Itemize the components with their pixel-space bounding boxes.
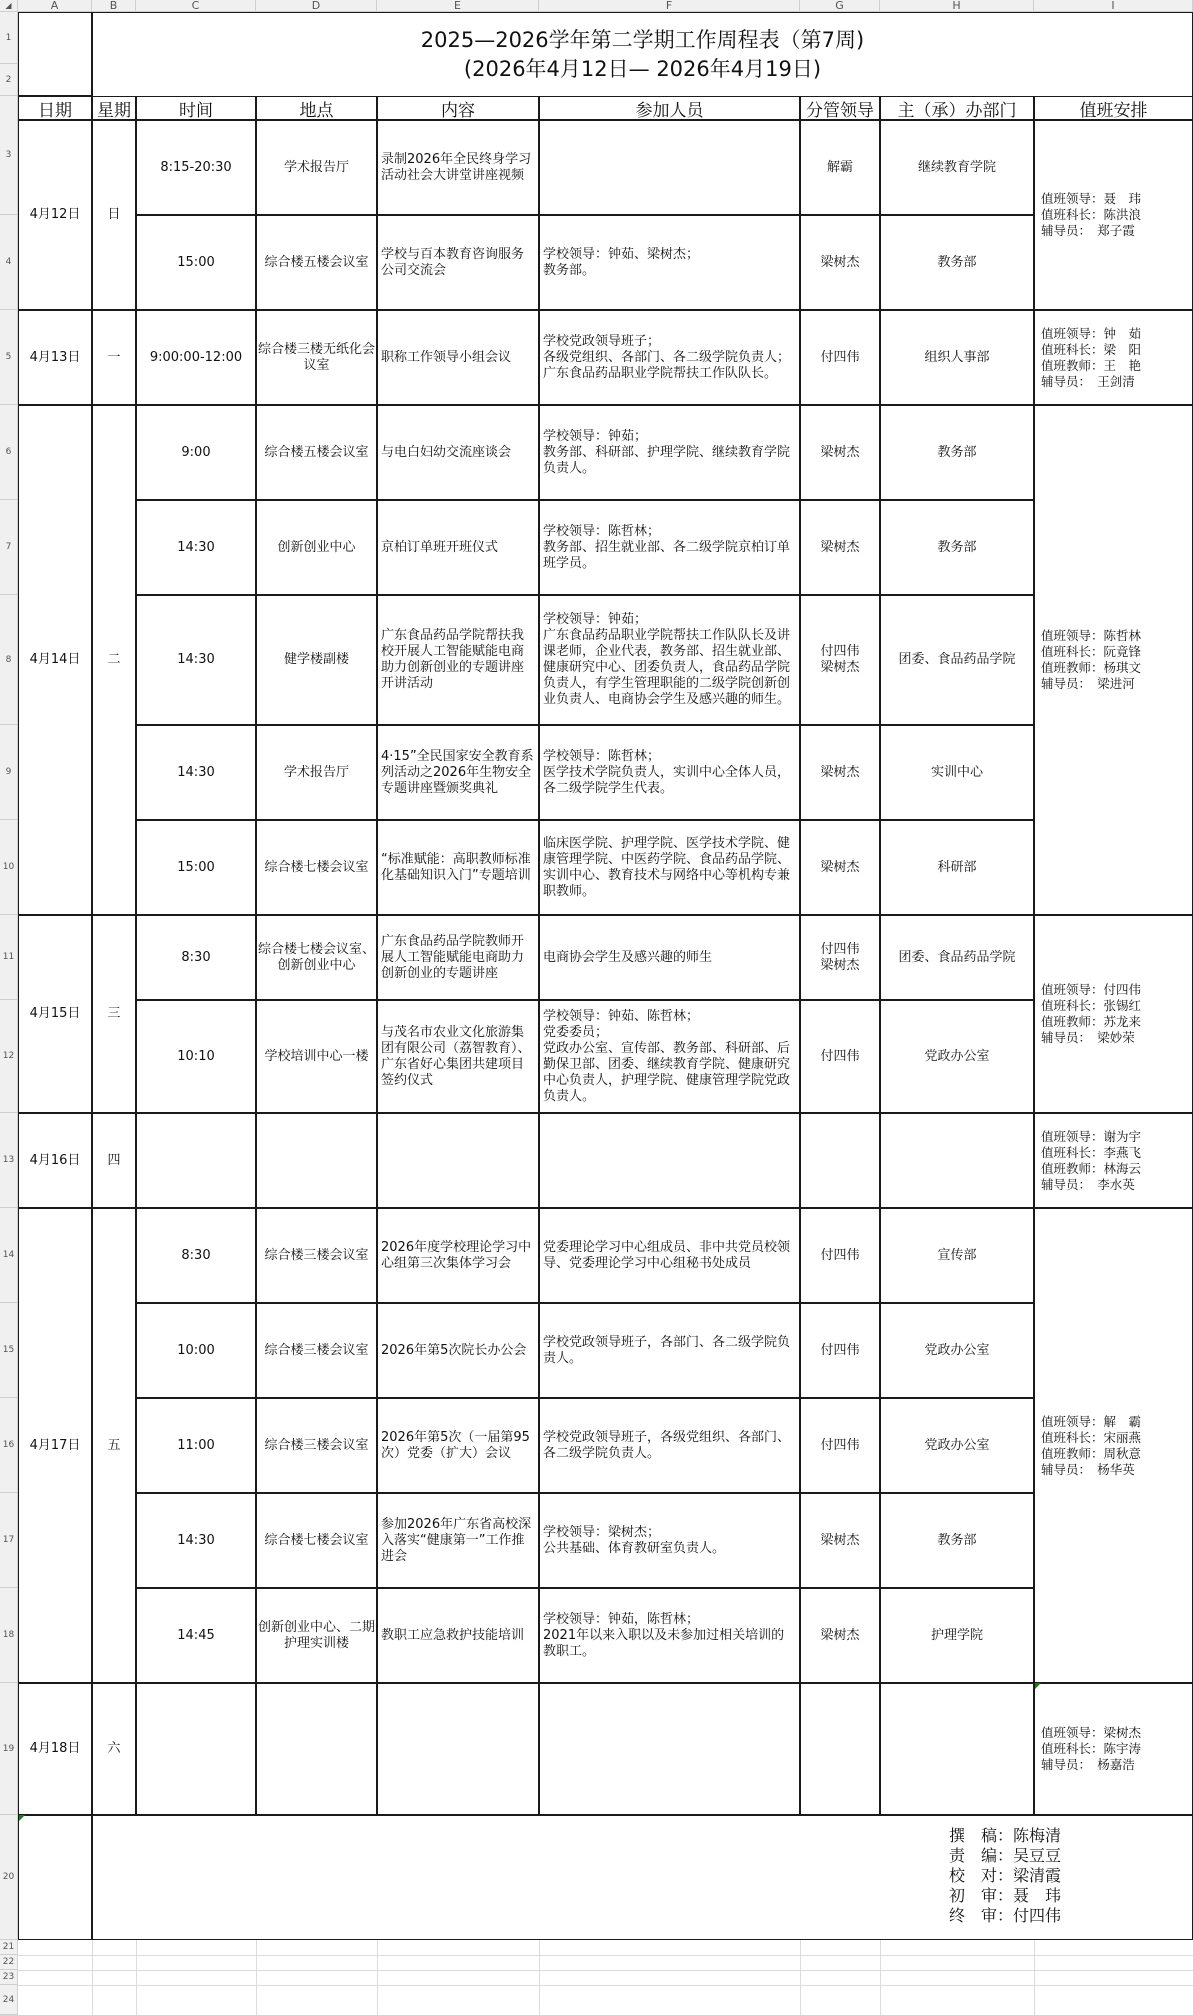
- duty-arrangement: 值班领导：付四伟 值班科长：张锡红 值班教师：苏龙来 辅导员： 梁妙荣: [1034, 915, 1193, 1113]
- event-dept: 团委、食品药品学院: [880, 595, 1034, 725]
- row-header[interactable]: 12: [0, 1000, 18, 1113]
- empty-cell[interactable]: [800, 1683, 880, 1815]
- event-leader: 梁树杰: [800, 820, 880, 915]
- event-place: 综合楼七楼会议室: [256, 820, 377, 915]
- event-leader: 梁树杰: [800, 1588, 880, 1683]
- duty-arrangement: 值班领导：聂 玮 值班科长：陈洪浪 辅导员： 郑子霞: [1034, 120, 1193, 310]
- event-content: 参加2026年广东省高校深入落实“健康第一”工作推进会: [377, 1493, 539, 1588]
- event-content: 京柏订单班开班仪式: [377, 500, 539, 595]
- signoff-block: [92, 1815, 1193, 1940]
- day-date: 4月18日: [18, 1683, 92, 1815]
- event-content: 录制2026年全民终身学习活动社会大讲堂讲座视频: [377, 120, 539, 215]
- event-time: 15:00: [136, 215, 256, 310]
- event-leader: 付四伟: [800, 1208, 880, 1303]
- column-header[interactable]: G: [800, 0, 880, 12]
- row-header[interactable]: 20: [0, 1815, 18, 1940]
- column-header[interactable]: D: [256, 0, 377, 12]
- empty-cell[interactable]: [539, 1683, 800, 1815]
- event-place: 综合楼三楼会议室: [256, 1208, 377, 1303]
- day-date: 4月14日: [18, 405, 92, 915]
- event-leader: 付四伟: [800, 310, 880, 405]
- event-people: 学校领导：钟茹，陈哲林； 2021年以来入职以及未参加过相关培训的教职工。: [539, 1588, 800, 1683]
- gridline: [539, 1940, 540, 2015]
- event-time: 14:30: [136, 725, 256, 820]
- gridline: [880, 1940, 881, 2015]
- event-dept: 党政办公室: [880, 1398, 1034, 1493]
- row-header[interactable]: 4: [0, 215, 18, 310]
- gridline: [800, 1940, 801, 2015]
- event-time: 14:30: [136, 500, 256, 595]
- event-people: 学校领导：陈哲林； 医学技术学院负责人，实训中心全体人员，各二级学院学生代表。: [539, 725, 800, 820]
- row-header[interactable]: 16: [0, 1398, 18, 1493]
- event-content: 广东食品药品学院帮扶我校开展人工智能赋能电商助力创新创业的专题讲座开讲活动: [377, 595, 539, 725]
- duty-arrangement: 值班领导：梁树杰 值班科长：陈宇涛 辅导员： 杨嘉浩: [1034, 1683, 1193, 1815]
- day-weekday: 五: [92, 1208, 136, 1683]
- empty-cell[interactable]: [136, 1113, 256, 1208]
- row-header[interactable]: 1: [0, 12, 18, 64]
- gridline: [92, 1940, 93, 2015]
- event-time: 9:00: [136, 405, 256, 500]
- row-header[interactable]: 9: [0, 725, 18, 820]
- row-header[interactable]: 10: [0, 820, 18, 915]
- event-people: 学校领导：钟茹、梁树杰； 教务部。: [539, 215, 800, 310]
- event-leader: 付四伟: [800, 1000, 880, 1113]
- column-header[interactable]: B: [92, 0, 136, 12]
- event-dept: 继续教育学院: [880, 120, 1034, 215]
- gridline: [18, 1985, 1193, 1986]
- row-header[interactable]: 5: [0, 310, 18, 405]
- event-place: 综合楼三楼无纸化会议室: [256, 310, 377, 405]
- row-header[interactable]: 18: [0, 1588, 18, 1683]
- event-time: 14:30: [136, 595, 256, 725]
- empty-cell[interactable]: [136, 1683, 256, 1815]
- gridline: [377, 1940, 378, 2015]
- event-place: 学术报告厅: [256, 725, 377, 820]
- day-weekday: 日: [92, 120, 136, 310]
- day-date: 4月15日: [18, 915, 92, 1113]
- event-place: 综合楼三楼会议室: [256, 1398, 377, 1493]
- row-header[interactable]: 7: [0, 500, 18, 595]
- event-dept: 党政办公室: [880, 1303, 1034, 1398]
- event-content: 广东食品药品学院教师开展人工智能赋能电商助力创新创业的专题讲座: [377, 915, 539, 1000]
- day-date: 4月12日: [18, 120, 92, 310]
- row-header[interactable]: 13: [0, 1113, 18, 1208]
- event-dept: 党政办公室: [880, 1000, 1034, 1113]
- event-time: 9:00:00-12:00: [136, 310, 256, 405]
- event-people: 学校领导：陈哲林； 教务部、招生就业部、各二级学院京柏订单班学员。: [539, 500, 800, 595]
- header-cell: 日期: [18, 96, 92, 120]
- event-leader: 梁树杰: [800, 1493, 880, 1588]
- row-header[interactable]: 11: [0, 915, 18, 1000]
- event-place: 综合楼五楼会议室: [256, 215, 377, 310]
- duty-arrangement: 值班领导：解 霸 值班科长：宋丽燕 值班教师：周秋意 辅导员： 杨华英: [1034, 1208, 1193, 1683]
- event-time: 8:30: [136, 1208, 256, 1303]
- gridline: [136, 1940, 137, 2015]
- signoff-line: 终 审：付四伟: [949, 1906, 1062, 1925]
- event-content: 教职工应急救护技能培训: [377, 1588, 539, 1683]
- event-time: 8:30: [136, 915, 256, 1000]
- event-dept: 教务部: [880, 405, 1034, 500]
- day-weekday: 二: [92, 405, 136, 915]
- event-dept: 团委、食品药品学院: [880, 915, 1034, 1000]
- row-header[interactable]: 2: [0, 64, 18, 96]
- row-header[interactable]: 19: [0, 1683, 18, 1815]
- row-header[interactable]: 22: [0, 1955, 18, 1970]
- event-people: [539, 120, 800, 215]
- event-place: 综合楼七楼会议室、创新创业中心: [256, 915, 377, 1000]
- select-all-corner[interactable]: ◢: [0, 0, 18, 12]
- event-time: 14:45: [136, 1588, 256, 1683]
- event-place: 创新创业中心: [256, 500, 377, 595]
- empty-cell[interactable]: [800, 1113, 880, 1208]
- event-leader: 付四伟 梁树杰: [800, 595, 880, 725]
- event-people: 学校领导：钟茹、陈哲林； 党委委员； 党政办公室、宣传部、教务部、科研部、后勤保卫部、团委、继续教育学院、健康研究中心负责人，护理学院、健康管理学院党政负责人。: [539, 1000, 800, 1113]
- header-cell: 地点: [256, 96, 377, 120]
- column-header[interactable]: I: [1034, 0, 1193, 12]
- row-header[interactable]: 24: [0, 1985, 18, 2015]
- signoff-line: 责 编：吴豆豆: [949, 1846, 1062, 1865]
- sheet-title: 2025—2026学年第二学期工作周程表（第7周) (2026年4月12日— 2026年4月19日): [92, 12, 1193, 96]
- event-content: 与茂名市农业文化旅游集团有限公司（荔智教育）、广东省好心集团共建项目签约仪式: [377, 1000, 539, 1113]
- day-weekday: 四: [92, 1113, 136, 1208]
- header-cell: 时间: [136, 96, 256, 120]
- header-cell: 分管领导: [800, 96, 880, 120]
- event-dept: 组织人事部: [880, 310, 1034, 405]
- event-time: 10:00: [136, 1303, 256, 1398]
- event-leader: 梁树杰: [800, 405, 880, 500]
- event-leader: 付四伟 梁树杰: [800, 915, 880, 1000]
- header-cell: 值班安排: [1034, 96, 1193, 120]
- day-date: 4月13日: [18, 310, 92, 405]
- day-date: 4月16日: [18, 1113, 92, 1208]
- event-content: 2026年第5次（一届第95次）党委（扩大）会议: [377, 1398, 539, 1493]
- event-dept: 实训中心: [880, 725, 1034, 820]
- event-people: 党委理论学习中心组成员、非中共党员校领导、党委理论学习中心组秘书处成员: [539, 1208, 800, 1303]
- cell-a1[interactable]: [18, 12, 92, 96]
- event-dept: 教务部: [880, 1493, 1034, 1588]
- empty-cell[interactable]: [880, 1683, 1034, 1815]
- event-leader: 付四伟: [800, 1303, 880, 1398]
- empty-cell[interactable]: [880, 1113, 1034, 1208]
- signoff-line: 初 审：聂 玮: [949, 1886, 1062, 1905]
- signoff-cell-a[interactable]: [18, 1815, 92, 1940]
- header-cell: 内容: [377, 96, 539, 120]
- event-content: 学校与百本教育咨询服务公司交流会: [377, 215, 539, 310]
- column-header[interactable]: A: [18, 0, 92, 12]
- event-leader: 梁树杰: [800, 215, 880, 310]
- gridline: [18, 1955, 1193, 1956]
- event-place: 健学楼副楼: [256, 595, 377, 725]
- cell-indicator-icon: [1035, 1683, 1041, 1689]
- column-header[interactable]: C: [136, 0, 256, 12]
- empty-cell[interactable]: [539, 1113, 800, 1208]
- column-header[interactable]: H: [880, 0, 1034, 12]
- row-header[interactable]: 14: [0, 1208, 18, 1303]
- event-content: “标准赋能：高职教师标准化基础知识入门”专题培训: [377, 820, 539, 915]
- event-leader: 付四伟: [800, 1398, 880, 1493]
- event-people: 学校领导：梁树杰； 公共基础、体育教研室负责人。: [539, 1493, 800, 1588]
- event-leader: 梁树杰: [800, 500, 880, 595]
- event-dept: 宣传部: [880, 1208, 1034, 1303]
- event-place: 创新创业中心、二期护理实训楼: [256, 1588, 377, 1683]
- day-weekday: 三: [92, 915, 136, 1113]
- header-cell: 主（承）办部门: [880, 96, 1034, 120]
- header-cell: 参加人员: [539, 96, 800, 120]
- event-dept: 教务部: [880, 215, 1034, 310]
- empty-cell[interactable]: [256, 1683, 377, 1815]
- event-time: 11:00: [136, 1398, 256, 1493]
- header-cell: 星期: [92, 96, 136, 120]
- event-people: 学校党政领导班子； 各级党组织、各部门、各二级学院负责人； 广东食品药品职业学院帮扶工作队队长。: [539, 310, 800, 405]
- gridline: [18, 1970, 1193, 1971]
- event-place: 学术报告厅: [256, 120, 377, 215]
- event-place: 综合楼七楼会议室: [256, 1493, 377, 1588]
- event-people: 临床医学院、护理学院、医学技术学院、健康管理学院、中医药学院、食品药品学院、实训中心、教育技术与网络中心等机构专兼职教师。: [539, 820, 800, 915]
- event-content: 2026年第5次院长办公会: [377, 1303, 539, 1398]
- event-time: 10:10: [136, 1000, 256, 1113]
- event-leader: 梁树杰: [800, 725, 880, 820]
- event-people: 电商协会学生及感兴趣的师生: [539, 915, 800, 1000]
- row-header[interactable]: 15: [0, 1303, 18, 1398]
- event-content: 与电白妇幼交流座谈会: [377, 405, 539, 500]
- row-header[interactable]: 6: [0, 405, 18, 500]
- event-time: 8:15-20:30: [136, 120, 256, 215]
- event-content: 职称工作领导小组会议: [377, 310, 539, 405]
- event-content: 2026年度学校理论学习中心组第三次集体学习会: [377, 1208, 539, 1303]
- event-leader: 解霸: [800, 120, 880, 215]
- empty-cell[interactable]: [256, 1113, 377, 1208]
- row-header[interactable]: 3: [0, 96, 18, 215]
- event-time: 14:30: [136, 1493, 256, 1588]
- signoff-line: 校 对：梁清霞: [949, 1866, 1062, 1885]
- column-header[interactable]: F: [539, 0, 800, 12]
- day-date: 4月17日: [18, 1208, 92, 1683]
- event-place: 学校培训中心一楼: [256, 1000, 377, 1113]
- empty-cell[interactable]: [377, 1683, 539, 1815]
- row-header[interactable]: 8: [0, 595, 18, 725]
- event-content: 4·15”全民国家安全教育系列活动之2026年生物安全专题讲座暨颁奖典礼: [377, 725, 539, 820]
- event-time: 15:00: [136, 820, 256, 915]
- row-header[interactable]: 21: [0, 1940, 18, 1955]
- day-weekday: 六: [92, 1683, 136, 1815]
- event-place: 综合楼五楼会议室: [256, 405, 377, 500]
- event-dept: 科研部: [880, 820, 1034, 915]
- event-people: 学校党政领导班子，各部门、各二级学院负责人。: [539, 1303, 800, 1398]
- event-place: 综合楼三楼会议室: [256, 1303, 377, 1398]
- signoff-line: 撰 稿：陈梅清: [949, 1826, 1062, 1845]
- day-weekday: 一: [92, 310, 136, 405]
- duty-arrangement: 值班领导：陈哲林 值班科长：阮竟锋 值班教师：杨琪文 辅导员： 梁进河: [1034, 405, 1193, 915]
- gridline: [1034, 1940, 1035, 2015]
- event-people: 学校领导：钟茹； 广东食品药品职业学院帮扶工作队队长及讲课老师，企业代表，教务部、招生就业部、健康研究中心、团委负责人，食品药品学院负责人，有学生管理职能的二级学院创新创业负责人、电商协会学生及感兴趣的师生。: [539, 595, 800, 725]
- row-header[interactable]: 23: [0, 1970, 18, 1985]
- duty-arrangement: 值班领导：钟 茹 值班科长：梁 阳 值班教师：王 艳 辅导员： 王剑清: [1034, 310, 1193, 405]
- row-header[interactable]: 17: [0, 1493, 18, 1588]
- event-dept: 护理学院: [880, 1588, 1034, 1683]
- empty-cell[interactable]: [377, 1113, 539, 1208]
- column-header[interactable]: E: [377, 0, 539, 12]
- cell-indicator-icon: [19, 1815, 25, 1821]
- event-dept: 教务部: [880, 500, 1034, 595]
- duty-arrangement: 值班领导：谢为宇 值班科长：李燕飞 值班教师：林海云 辅导员： 李水英: [1034, 1113, 1193, 1208]
- event-people: 学校党政领导班子，各级党组织、各部门、各二级学院负责人。: [539, 1398, 800, 1493]
- event-people: 学校领导：钟茹； 教务部、科研部、护理学院、继续教育学院负责人。: [539, 405, 800, 500]
- gridline: [256, 1940, 257, 2015]
